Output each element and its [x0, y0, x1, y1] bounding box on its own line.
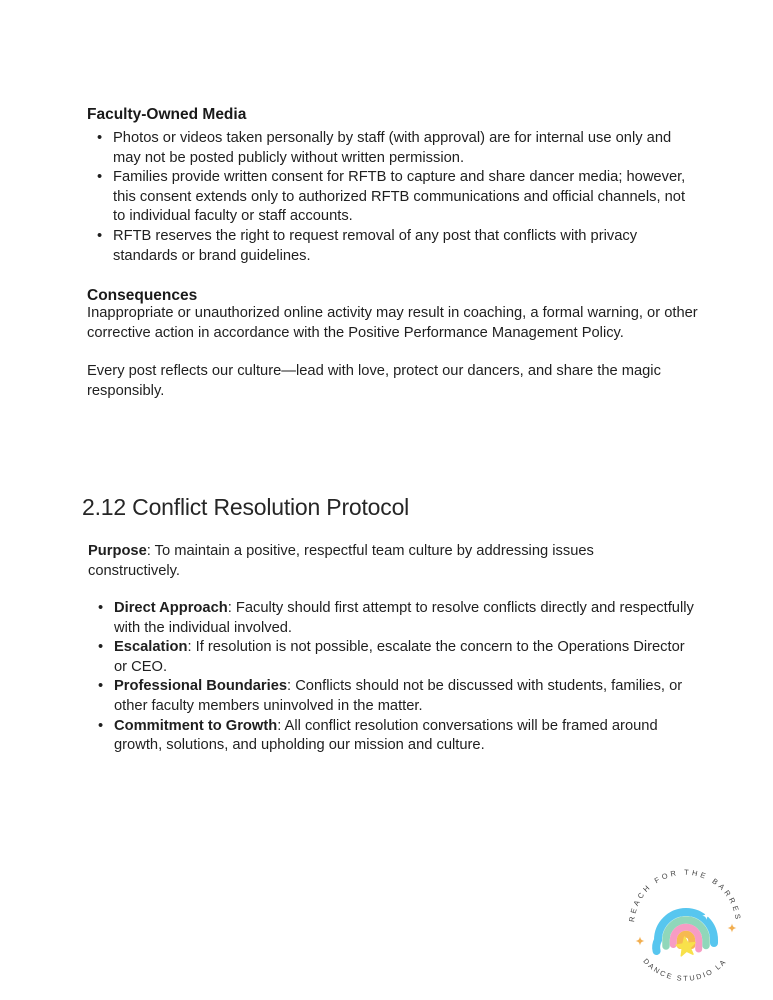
logo-ring-text-bottom [641, 957, 728, 983]
logo-arc-text-top: REACH FOR THE BARRES [627, 867, 743, 923]
studio-logo [620, 861, 750, 991]
closing-statement: Every post reflects our culture—lead with love, protect our dancers, and share the magic responsibly. [87, 363, 661, 399]
bullet-text: : Conflicts should not be discussed with students, families, or other faculty members uninvolved in the matter. [114, 678, 683, 714]
section-title: 2.12 Conflict Resolution Protocol [82, 494, 410, 520]
list-item: • Families provide written consent for RFTB to capture and share dancer media; however, this consent extends only to authorized RFTB communications and official channels, not to individual faculty or staff accounts. [87, 168, 691, 227]
bullet-label: Commitment to Growth [114, 717, 278, 734]
bullet-label: Professional Boundaries [114, 678, 288, 695]
purpose-paragraph [88, 542, 688, 581]
list-item [88, 677, 694, 716]
diamond-sparkle-right-icon [728, 924, 737, 933]
purpose-text: : To maintain a positive, respectful team culture by addressing issues constructively. [88, 543, 594, 579]
list-item: • RFTB reserves the right to request removal of any post that conflicts with privacy standards or brand guidelines. [87, 227, 691, 266]
list-item: • Photos or videos taken personally by staff (with approval) are for internal use only and may not be posted publicly without written permission. [87, 129, 691, 168]
conflict-bullet-list [88, 599, 694, 756]
consequences-heading: Consequences [87, 287, 198, 304]
bullet-text: : Faculty should first attempt to resolve conflicts directly and respectfully with the individual involved. [114, 600, 694, 636]
faculty-owned-media-bullet-list [87, 129, 691, 266]
bullet-label: Escalation [114, 639, 188, 656]
list-item [88, 599, 694, 638]
bullet-text: : All conflict resolution conversations will be framed around growth, solutions, and upholding our mission and culture. [114, 717, 658, 754]
purpose-label: Purpose [88, 543, 147, 559]
bullet-label: Direct Approach [114, 600, 228, 616]
consequences-paragraph: Inappropriate or unauthorized online activity may result in coaching, a formal warning, or other corrective action in accordance with the Positive Performance Management Policy. [87, 305, 698, 341]
bullet-text: : If resolution is not possible, escalate the concern to the Operations Director or CEO. [114, 639, 685, 675]
list-item [88, 717, 694, 756]
diamond-sparkle-left-icon [636, 937, 645, 946]
list-item [88, 638, 694, 677]
logo-arc-text-bottom: DANCE STUDIO LA [641, 956, 729, 983]
faculty-owned-media-heading: Faculty-Owned Media [87, 106, 247, 123]
